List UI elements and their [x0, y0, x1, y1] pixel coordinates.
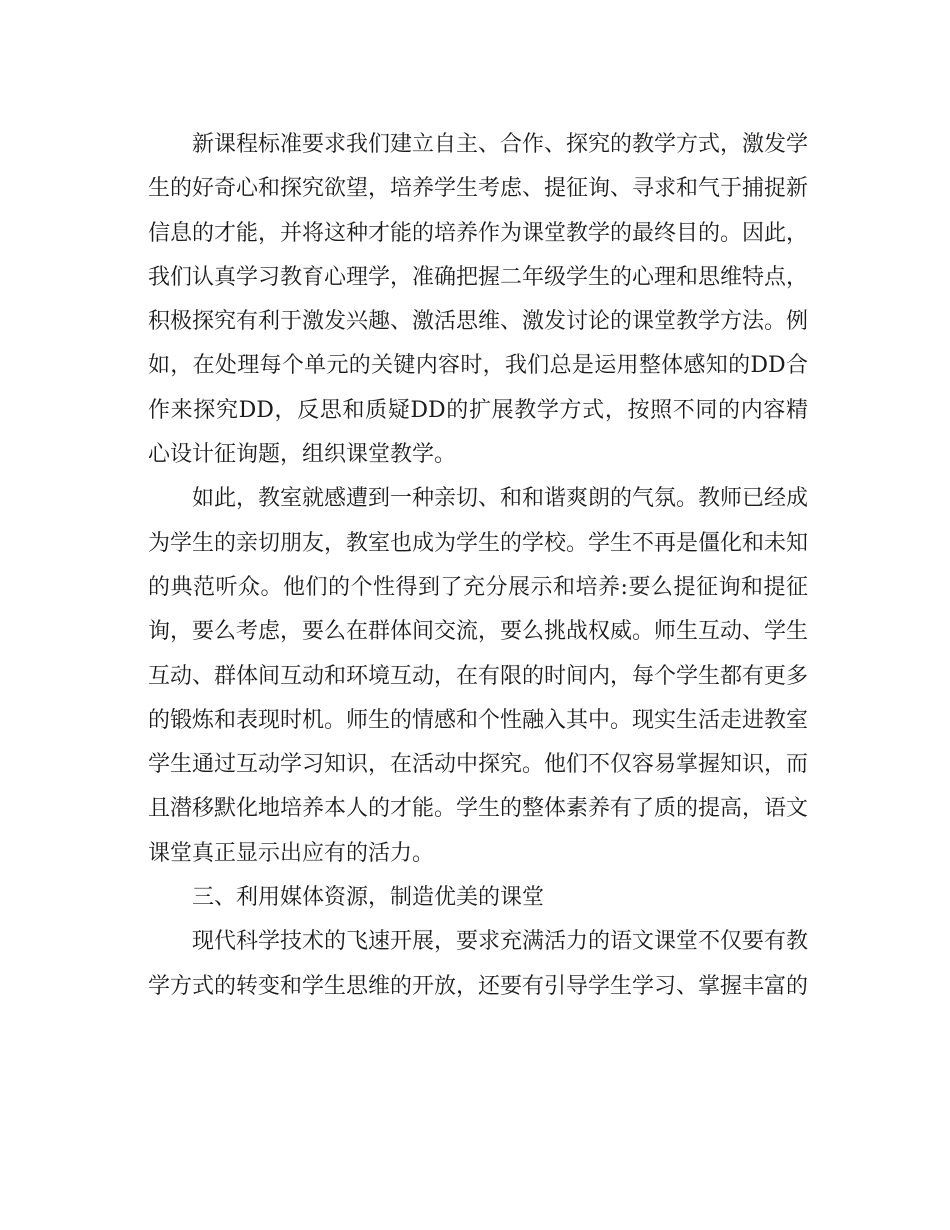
body-paragraph: 如此，教室就感遭到一种亲切、和和谐爽朗的气氛。教师已经成为学生的亲切朋友，教室也成为学生的学校。学生不再是僵化和未知的典范听众。他们的个性得到了充分展示和培养:要么提征询和提征询，要么考虑，要么在群体间交流，要么挑战权威。师生互动、学生互动、群体间互动和环境互动，在有限的时间内，每个学生都有更多的锻炼和表现时机。师生的情感和个性融入其中。现实生活走进教室学生通过互动学习知识，在活动中探究。他们不仅容易掌握知识，而且潜移默化地培养本人的才能。学生的整体素养有了质的提高，语文课堂真正显示出应有的活力。	[148, 486, 809, 866]
body-paragraph: 新课程标准要求我们建立自主、合作、探究的教学方式，激发学生的好奇心和探究欲望，培养学生考虑、提征询、寻求和气于捕捉新信息的才能，并将这种才能的培养作为课堂教学的最终目的。因此，我们认真学习教育心理学，准确把握二年级学生的心理和思维特点，积极探究有利于激发兴趣、激活思维、激发讨论的课堂教学方法。例如，在处理每个单元的关键内容时，我们总是运用整体感知的DD合作来探究DD，反思和质疑DD的扩展教学方式，按照不同的内容精心设计征询题，组织课堂教学。	[148, 132, 809, 468]
body-paragraph: 现代科学技术的飞速开展，要求充满活力的语文课堂不仅要有教学方式的转变和学生思维的开放，还要有引导学生学习、掌握丰富的	[148, 929, 809, 999]
document-page	[148, 123, 808, 1009]
section-heading: 三、利用媒体资源，制造优美的课堂	[192, 885, 545, 911]
